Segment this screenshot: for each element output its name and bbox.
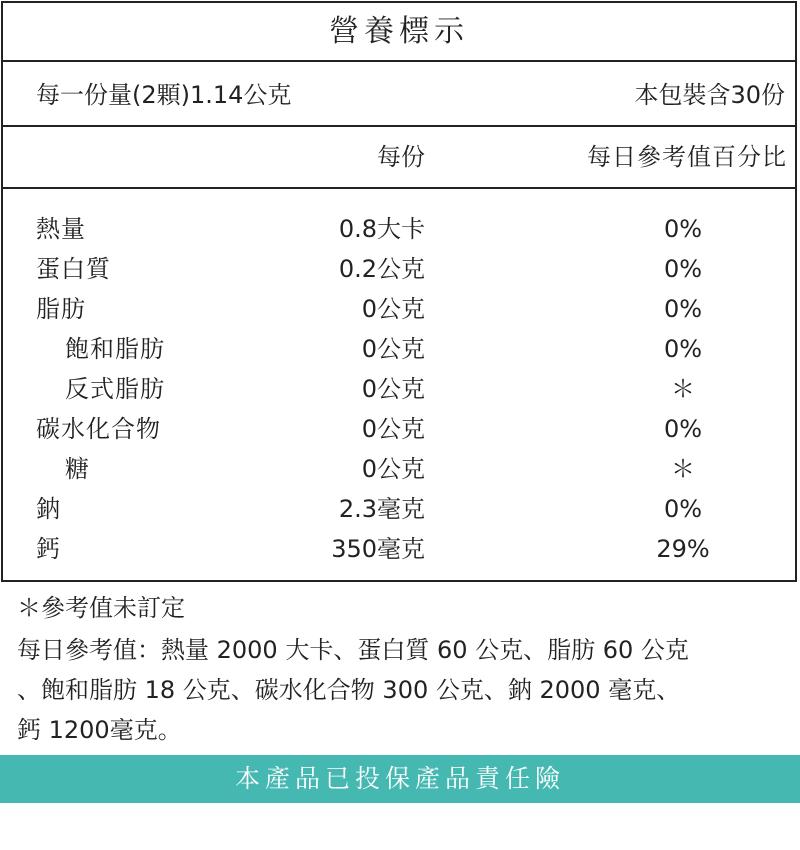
column-header-per-serving: 每份 — [377, 143, 425, 171]
nutrient-name: 反式脂肪 — [65, 375, 165, 403]
nutrient-name: 糖 — [65, 455, 90, 483]
nutrient-row — [3, 329, 795, 369]
nutrient-daily-value: 0% — [663, 415, 703, 443]
nutrient-amount: 0.2公克 — [338, 255, 425, 283]
nutrient-amount: 0公克 — [361, 295, 425, 323]
liability-insurance-banner: 本產品已投保產品責任險 — [0, 755, 800, 803]
servings-per-package: 本包裝含30份 — [634, 81, 785, 109]
divider — [3, 125, 795, 127]
nutrient-daily-value: ＊ — [671, 375, 695, 403]
nutrient-amount: 350毫克 — [331, 535, 425, 563]
label-title: 營養標示 — [329, 14, 469, 49]
nutrient-row — [3, 369, 795, 409]
nutrient-name: 蛋白質 — [36, 255, 111, 283]
nutrient-row — [3, 409, 795, 449]
nutrient-amount: 2.3毫克 — [338, 495, 425, 523]
nutrient-daily-value: 0% — [663, 215, 703, 243]
nutrient-name: 碳水化合物 — [36, 415, 161, 443]
footnote-reference-values: 鈣 1200毫克。 — [17, 716, 182, 744]
nutrient-amount: 0公克 — [361, 375, 425, 403]
nutrient-daily-value: ＊ — [671, 455, 695, 483]
divider — [3, 60, 795, 62]
nutrition-label — [1, 1, 797, 582]
nutrient-name: 熱量 — [36, 215, 86, 243]
nutrient-name: 飽和脂肪 — [65, 335, 165, 363]
nutrient-name: 鈣 — [36, 535, 61, 563]
serving-size: 每一份量(2顆)1.14公克 — [36, 81, 292, 109]
nutrient-amount: 0公克 — [361, 455, 425, 483]
footnote-not-established: ＊參考值未訂定 — [17, 594, 185, 622]
nutrient-row — [3, 249, 795, 289]
nutrient-daily-value: 29% — [656, 535, 710, 563]
nutrient-amount: 0公克 — [361, 415, 425, 443]
footnote-reference-values: 每日參考值：熱量 2000 大卡、蛋白質 60 公克、脂肪 60 公克 — [17, 636, 689, 664]
column-header-daily-value: 每日參考值百分比 — [587, 143, 787, 171]
nutrient-daily-value: 0% — [663, 335, 703, 363]
nutrient-daily-value: 0% — [663, 495, 703, 523]
nutrient-amount: 0.8大卡 — [338, 215, 425, 243]
nutrient-row — [3, 529, 795, 569]
nutrient-row — [3, 489, 795, 529]
nutrient-daily-value: 0% — [663, 255, 703, 283]
footnote-reference-values: 、飽和脂肪 18 公克、碳水化合物 300 公克、鈉 2000 毫克、 — [17, 676, 681, 704]
nutrient-row — [3, 289, 795, 329]
nutrient-name: 鈉 — [36, 495, 61, 523]
nutrient-amount: 0公克 — [361, 335, 425, 363]
nutrient-row — [3, 209, 795, 249]
divider — [3, 187, 795, 189]
nutrient-daily-value: 0% — [663, 295, 703, 323]
nutrient-name: 脂肪 — [36, 295, 86, 323]
nutrient-row — [3, 449, 795, 489]
